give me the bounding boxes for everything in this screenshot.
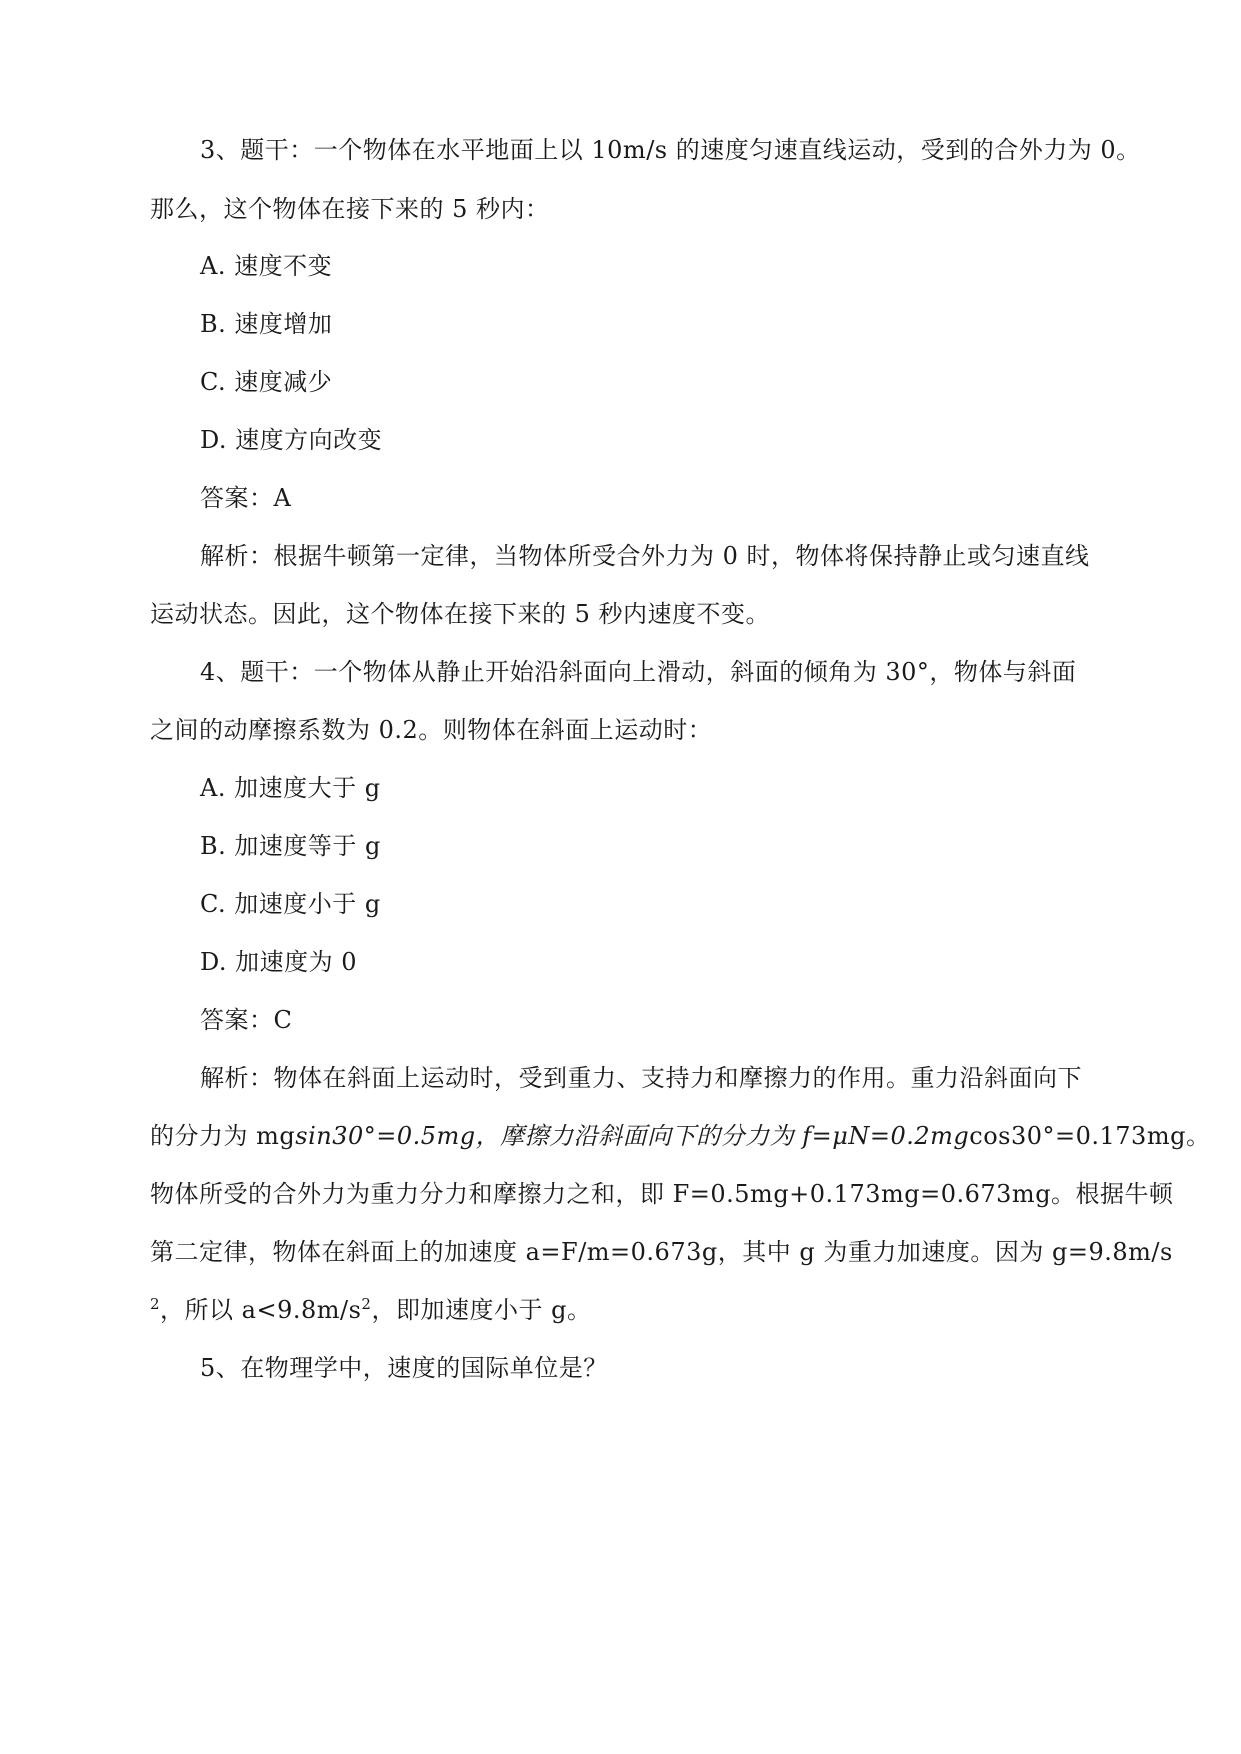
q3-answer: 答案：A (200, 484, 292, 512)
q4-stem-line-2: 之间的动摩擦系数为 0.2。则物体在斜面上运动时： (150, 716, 713, 744)
q4-analysis-line-4: 第二定律，物体在斜面上的加速度 a=F/m=0.673g，其中 g 为重力加速度。因为 g=9.8m/s (150, 1238, 1173, 1266)
q3-option-a: A. 速度不变 (200, 252, 333, 280)
q4-analysis-line-1: 解析：物体在斜面上运动时，受到重力、支持力和摩擦力的作用。重力沿斜面向下 (200, 1064, 1082, 1092)
q4-analysis-line-5 (150, 1293, 591, 1327)
q4-option-b: B. 加速度等于 g (200, 832, 381, 860)
q4-option-d: D. 加速度为 0 (200, 948, 358, 976)
q4-analysis-line-5-part-b: ，即加速度小于 g。 (371, 1296, 592, 1324)
q3-option-c: C. 速度减少 (200, 368, 333, 396)
q4-stem-line-1: 4、题干：一个物体从静止开始沿斜面向上滑动，斜面的倾角为 30°，物体与斜面 (200, 658, 1077, 686)
q4-analysis-line-2 (150, 1119, 1210, 1153)
q4-option-a: A. 加速度大于 g (200, 774, 381, 802)
q4-analysis-line-2-italic: sin30°=0.5mg，摩擦力沿斜面向下的分力为 f=μN=0.2mg (295, 1122, 970, 1150)
q4-analysis-line-5-sup-lead: 2 (150, 1295, 161, 1313)
q3-stem-line-1: 3、题干：一个物体在水平地面上以 10m/s 的速度匀速直线运动，受到的合外力为 0。 (200, 136, 1141, 164)
q4-analysis-line-2-part-c: cos30°=0.173mg。 (969, 1122, 1211, 1150)
q3-option-d: D. 速度方向改变 (200, 426, 383, 454)
q4-answer: 答案：C (200, 1006, 293, 1034)
q3-analysis-line-1: 解析：根据牛顿第一定律，当物体所受合外力为 0 时，物体将保持静止或匀速直线 (200, 542, 1090, 570)
q3-option-b: B. 速度增加 (200, 310, 333, 338)
q4-analysis-line-5-part-a: ，所以 a<9.8m/s (160, 1296, 362, 1324)
q3-analysis-line-2: 运动状态。因此，这个物体在接下来的 5 秒内速度不变。 (150, 600, 771, 628)
q3-stem-line-2: 那么，这个物体在接下来的 5 秒内： (150, 195, 550, 223)
q4-analysis-line-5-sup: 2 (361, 1295, 372, 1313)
q4-analysis-line-3: 物体所受的合外力为重力分力和摩擦力之和，即 F=0.5mg+0.173mg=0.673mg。根据牛顿 (150, 1180, 1174, 1208)
q4-option-c: C. 加速度小于 g (200, 890, 381, 918)
q4-analysis-line-2-part-a: 的分力为 mg (150, 1122, 296, 1150)
q5-stem-line-1: 5、在物理学中，速度的国际单位是？ (200, 1354, 608, 1382)
